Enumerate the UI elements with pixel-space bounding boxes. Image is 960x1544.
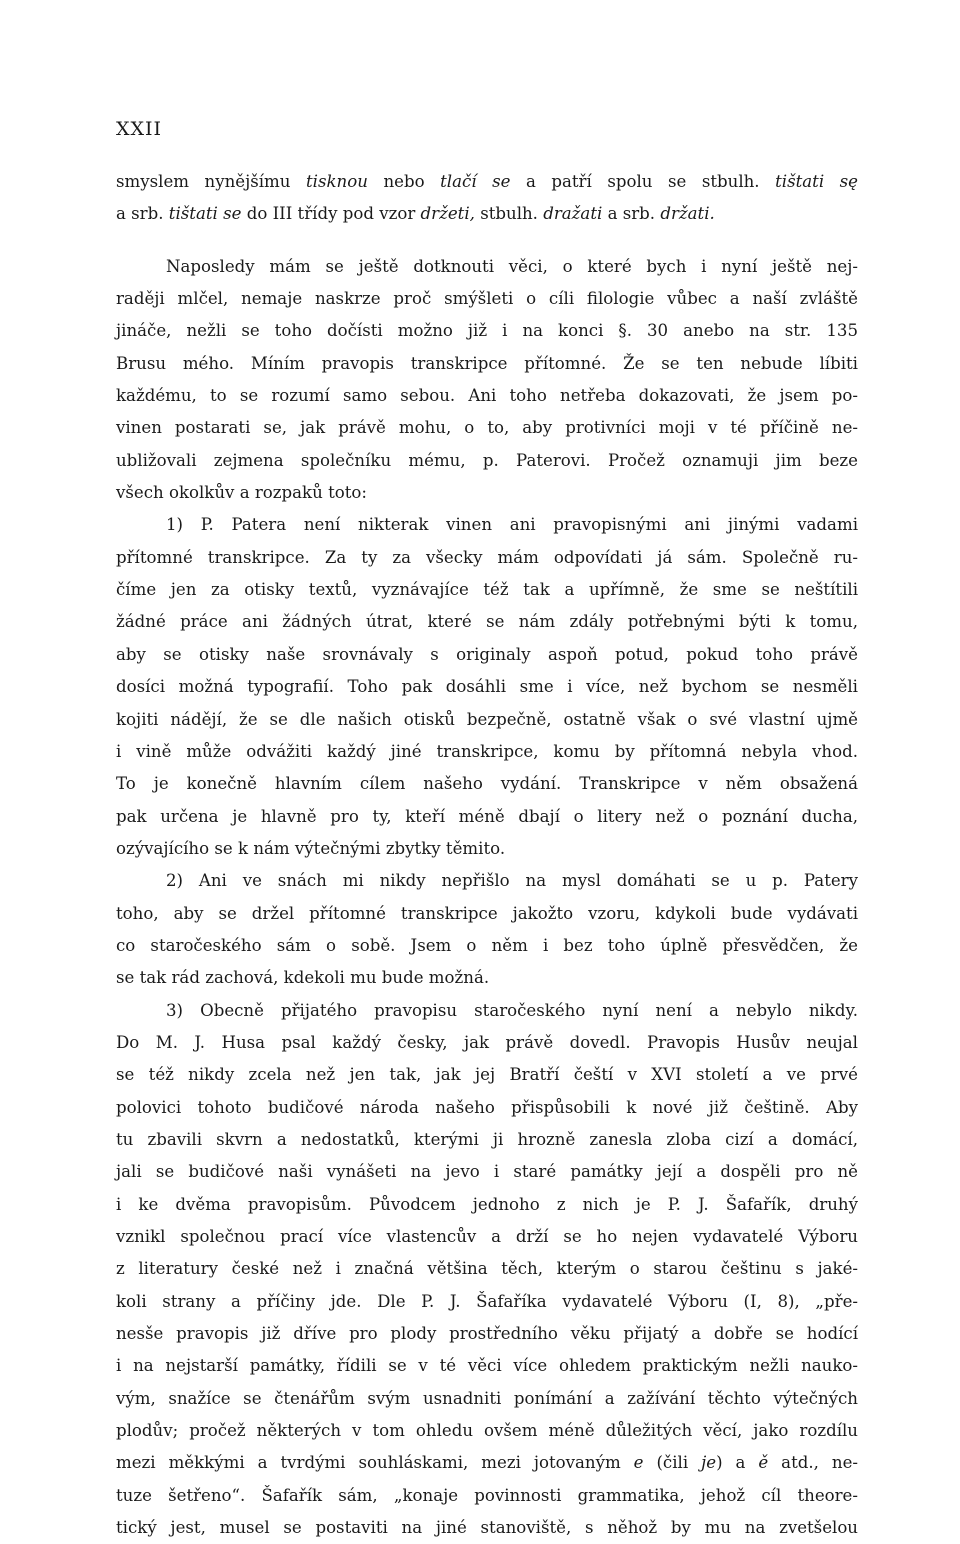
italic-term: tlačí se bbox=[440, 172, 511, 191]
text-segment: i ke dvěma pravopisům. Původcem jednoho z nich je P. J. Šafařík, druhý bbox=[116, 1194, 858, 1214]
text-segment: 2) Ani ve snách mi nikdy nepřišlo na mysl domáhati se u p. Patery bbox=[166, 871, 858, 891]
text-line bbox=[116, 1318, 858, 1350]
text-segment: jali se budičové naši vynášeti na jevo i staré památky její a dospěli pro ně bbox=[116, 1162, 858, 1182]
text-segment: do III třídy pod vzor bbox=[241, 204, 421, 224]
text-segment: a srb. bbox=[602, 204, 661, 224]
text-line bbox=[116, 1415, 858, 1447]
text-segment: ozývajícího se k nám výtečnými zbytky těmito. bbox=[116, 838, 506, 858]
text-line bbox=[116, 1124, 858, 1156]
italic-term: tištati sę bbox=[775, 172, 858, 191]
text-segment: se tak rád zachová, kdekoli mu bude možná. bbox=[116, 968, 490, 988]
text-line bbox=[116, 930, 858, 962]
text-segment: vým, snažíce se čtenářům svým usnadniti ponímání a zažívání těchto výtečných bbox=[116, 1388, 858, 1408]
italic-term: dražati bbox=[543, 204, 603, 224]
text-segment: 3) Obecně přijatého pravopisu staročeského nyní není a nebylo nikdy. bbox=[166, 1000, 858, 1020]
text-line bbox=[116, 315, 858, 347]
text-line bbox=[116, 1480, 858, 1512]
text-segment: Brusu mého. Míním pravopis transkripce přítomné. Že se ten nebude líbiti bbox=[116, 353, 858, 373]
text-segment: vznikl společnou prací více vlastencův a drží se ho nejen vydavatelé Výboru bbox=[116, 1227, 858, 1246]
text-segment: 1) P. Patera není nikterak vinen ani pravopisnými ani jinými vadami bbox=[166, 515, 858, 535]
text-segment: (čili bbox=[643, 1453, 702, 1473]
text-line bbox=[116, 1027, 858, 1059]
text-line bbox=[116, 833, 858, 865]
text-line bbox=[116, 1286, 858, 1318]
text-line bbox=[116, 542, 858, 574]
body-text bbox=[116, 166, 858, 1544]
text-segment: Do M. J. Husa psal každý česky, jak právě dovedl. Pravopis Husův neujal bbox=[116, 1032, 858, 1052]
text-line bbox=[116, 251, 858, 283]
text-segment: všech okolkův a rozpaků toto: bbox=[116, 483, 367, 503]
text-segment: Naposledy mám se ještě dotknouti věci, o které bych i nyní ještě nej- bbox=[166, 256, 858, 276]
text-line bbox=[116, 1156, 858, 1188]
text-segment: ) a bbox=[716, 1453, 759, 1473]
text-line bbox=[116, 412, 858, 444]
text-line bbox=[116, 166, 858, 198]
text-segment: tuze šetřeno“. Šafařík sám, „konaje povinnosti grammatika, jehož cíl theore- bbox=[116, 1485, 858, 1505]
text-segment: plodův; pročež některých v tom ohledu ovšem méně důležitých věcí, jako rozdílu bbox=[116, 1421, 858, 1441]
text-line bbox=[116, 801, 858, 833]
text-segment: smyslem nynějšímu bbox=[116, 172, 307, 191]
text-line bbox=[116, 445, 858, 477]
text-segment: To je konečně hlavním cílem našeho vydání. Transkripce v něm obsažená bbox=[116, 774, 858, 794]
italic-term: e bbox=[633, 1453, 644, 1473]
text-segment: přítomné transkripce. Za ty za všecky mám odpovídati já sám. Společně ru- bbox=[116, 547, 858, 567]
text-line bbox=[116, 736, 858, 768]
text-line bbox=[116, 1512, 858, 1544]
text-segment: aby se otisky naše srovnávaly s originaly aspoň potud, pokud toho právě bbox=[116, 644, 858, 664]
text-segment: nebo bbox=[367, 172, 441, 191]
text-line bbox=[116, 1059, 858, 1091]
text-line bbox=[116, 1189, 858, 1221]
text-line bbox=[116, 898, 858, 930]
text-line bbox=[116, 380, 858, 412]
text-segment: atd., ne- bbox=[768, 1453, 858, 1473]
italic-term: je bbox=[701, 1453, 717, 1473]
text-segment: dosíci možná typografií. Toho pak dosáhli sme i více, než bychom se nesměli bbox=[116, 677, 858, 697]
text-line bbox=[116, 348, 858, 380]
text-line bbox=[116, 704, 858, 736]
text-segment: žádné práce ani žádných útrat, které se nám zdály potřebnými býti k tomu, bbox=[116, 612, 858, 632]
italic-term: tištati se bbox=[168, 204, 242, 224]
text-line bbox=[116, 283, 858, 315]
text-line bbox=[116, 1253, 858, 1285]
text-line bbox=[116, 995, 858, 1027]
text-line bbox=[116, 1350, 858, 1382]
text-segment: kojiti nádějí, že se dle našich otisků bezpečně, ostatně však o své vlastní ujmě bbox=[116, 709, 858, 729]
italic-term: držeti, bbox=[420, 204, 475, 224]
italic-term: držati. bbox=[660, 204, 715, 224]
text-line bbox=[116, 962, 858, 994]
text-segment: číme jen za otisky textů, vyznávajíce též tak a upřímně, že sme se neštítili bbox=[116, 580, 858, 600]
text-line bbox=[116, 198, 858, 230]
text-line bbox=[116, 1383, 858, 1415]
text-segment: pak určena je hlavně pro ty, kteří méně dbají o litery než o poznání ducha, bbox=[116, 806, 858, 826]
text-segment: polovici tohoto budičové národa našeho přispůsobili k nové již češtině. Aby bbox=[116, 1097, 858, 1117]
text-segment: z literatury české než i značná většina těch, kterým o starou češtinu s jaké- bbox=[116, 1259, 858, 1279]
text-line bbox=[116, 1221, 858, 1253]
text-segment: a patří spolu se stbulh. bbox=[510, 172, 776, 191]
text-segment: nesše pravopis již dříve pro plody prostředního věku přijatý a dobře se hodící bbox=[116, 1324, 858, 1344]
text-line bbox=[116, 865, 858, 897]
text-line bbox=[116, 574, 858, 606]
text-segment: stbulh. bbox=[474, 204, 544, 224]
text-segment: i vině může odvážiti každý jiné transkripce, komu by přítomná nebyla vhod. bbox=[116, 741, 858, 761]
text-segment: ubližovali zejmena společníku mému, p. Paterovi. Pročež oznamuji jim beze bbox=[116, 450, 858, 470]
text-segment: tu zbavili skvrn a nedostatků, kterými ji hrozně zanesla zloba cizí a domácí, bbox=[116, 1129, 858, 1149]
text-segment: i na nejstarší památky, řídili se v té věci více ohledem praktickým nežli nauko- bbox=[116, 1356, 858, 1376]
page-number: XXII bbox=[116, 118, 163, 140]
text-segment: jináče, nežli se toho dočísti možno již i na konci §. 30 anebo na str. 135 bbox=[116, 321, 858, 341]
text-line bbox=[116, 606, 858, 638]
italic-term: ě bbox=[758, 1453, 769, 1473]
text-line bbox=[116, 1447, 858, 1479]
text-line bbox=[116, 1092, 858, 1124]
text-segment: raději mlčel, nemaje naskrze proč smýšleti o cíli filologie vůbec a naší zvláště bbox=[116, 289, 858, 309]
text-line bbox=[116, 477, 858, 509]
text-line bbox=[116, 671, 858, 703]
text-segment: tický jest, musel se postaviti na jiné stanoviště, s něhož by mu na zvetšelou bbox=[116, 1518, 858, 1538]
text-segment: se též nikdy zcela než jen tak, jak jej Bratří čeští v XVI století a ve prvé bbox=[116, 1065, 858, 1085]
text-segment: toho, aby se držel přítomné transkripce jakožto vzoru, kdykoli bude vydávati bbox=[116, 903, 858, 923]
italic-term: tisknou bbox=[306, 172, 368, 191]
text-segment: koli strany a příčiny jde. Dle P. J. Šafaříka vydavatelé Výboru (I, 8), „pře- bbox=[116, 1291, 858, 1311]
paragraph-gap bbox=[116, 231, 858, 251]
text-line bbox=[116, 768, 858, 800]
text-segment: každému, to se rozumí samo sebou. Ani toho netřeba dokazovati, že jsem po- bbox=[116, 386, 858, 406]
text-segment: vinen postarati se, jak právě mohu, o to, aby protivníci moji v té příčině ne- bbox=[116, 418, 858, 438]
text-line bbox=[116, 509, 858, 541]
text-segment: co staročeského sám o sobě. Jsem o něm i bez toho úplně přesvědčen, že bbox=[116, 935, 858, 955]
text-line bbox=[116, 639, 858, 671]
text-segment: a srb. bbox=[116, 204, 169, 224]
text-segment: mezi měkkými a tvrdými souhláskami, mezi jotovaným bbox=[116, 1453, 634, 1473]
